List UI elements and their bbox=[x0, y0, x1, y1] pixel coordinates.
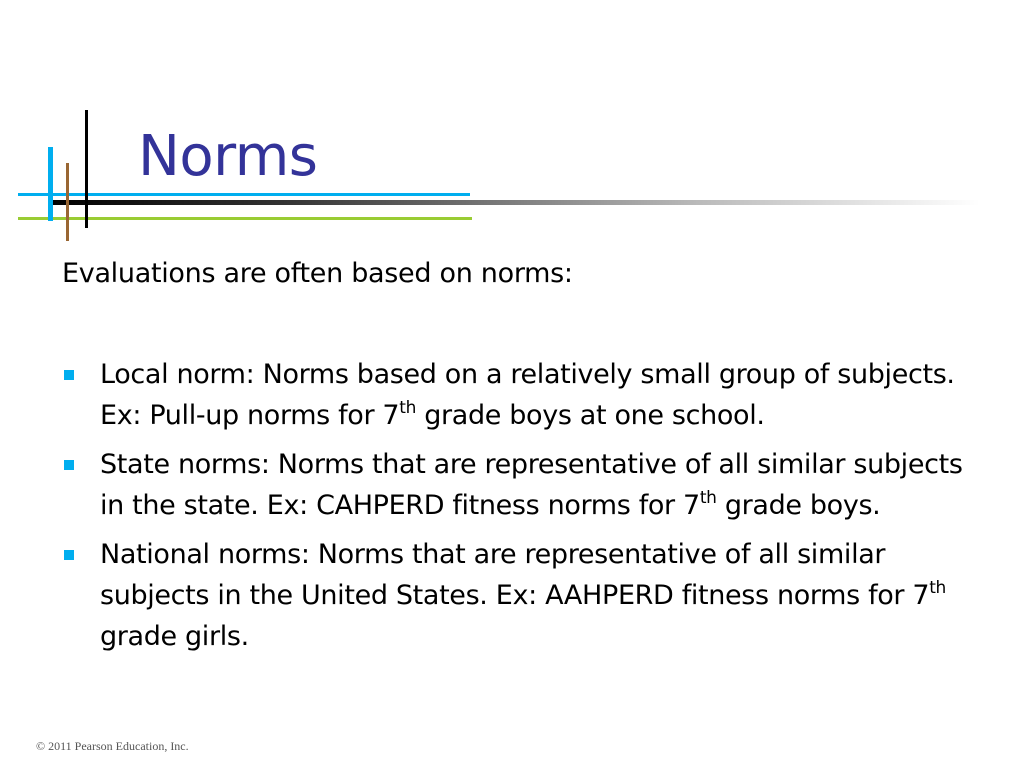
copyright-footer: © 2011 Pearson Education, Inc. bbox=[36, 739, 189, 753]
bullet-state-norms bbox=[62, 444, 967, 526]
black-vertical-line bbox=[85, 110, 88, 228]
bullet-text-sup: th bbox=[699, 488, 717, 508]
bullet-text-pre: Local norm: Norms based on a relatively small group of subjects. Ex: Pull-up norms for 7 bbox=[100, 359, 955, 431]
square-bullet-icon bbox=[64, 550, 74, 560]
brown-vertical-line bbox=[66, 163, 69, 241]
square-bullet-icon bbox=[64, 460, 74, 470]
bullet-list bbox=[62, 354, 967, 665]
bullet-text-pre: State norms: Norms that are representative of all similar subjects in the state. Ex: CAHPERD fitness norms for 7 bbox=[100, 449, 963, 521]
bullet-local-norm bbox=[62, 354, 967, 436]
bullet-text-sup: th bbox=[399, 398, 417, 418]
bullet-text-pre: National norms: Norms that are representative of all similar subjects in the United States. Ex: AAHPERD fitness norms for 7 bbox=[100, 539, 930, 611]
bullet-text-post: grade boys at one school. bbox=[416, 400, 765, 431]
bullet-text-post: grade boys. bbox=[716, 490, 881, 521]
intro-text: Evaluations are often based on norms: bbox=[62, 258, 573, 289]
slide-title: Norms bbox=[138, 124, 318, 189]
square-bullet-icon bbox=[64, 370, 74, 380]
gradient-horizontal-line bbox=[50, 200, 980, 205]
bullet-text-sup: th bbox=[929, 578, 946, 598]
cyan-vertical-line bbox=[48, 147, 53, 221]
bullet-national-norms bbox=[62, 534, 967, 657]
bullet-text-post: grade girls. bbox=[100, 621, 249, 652]
